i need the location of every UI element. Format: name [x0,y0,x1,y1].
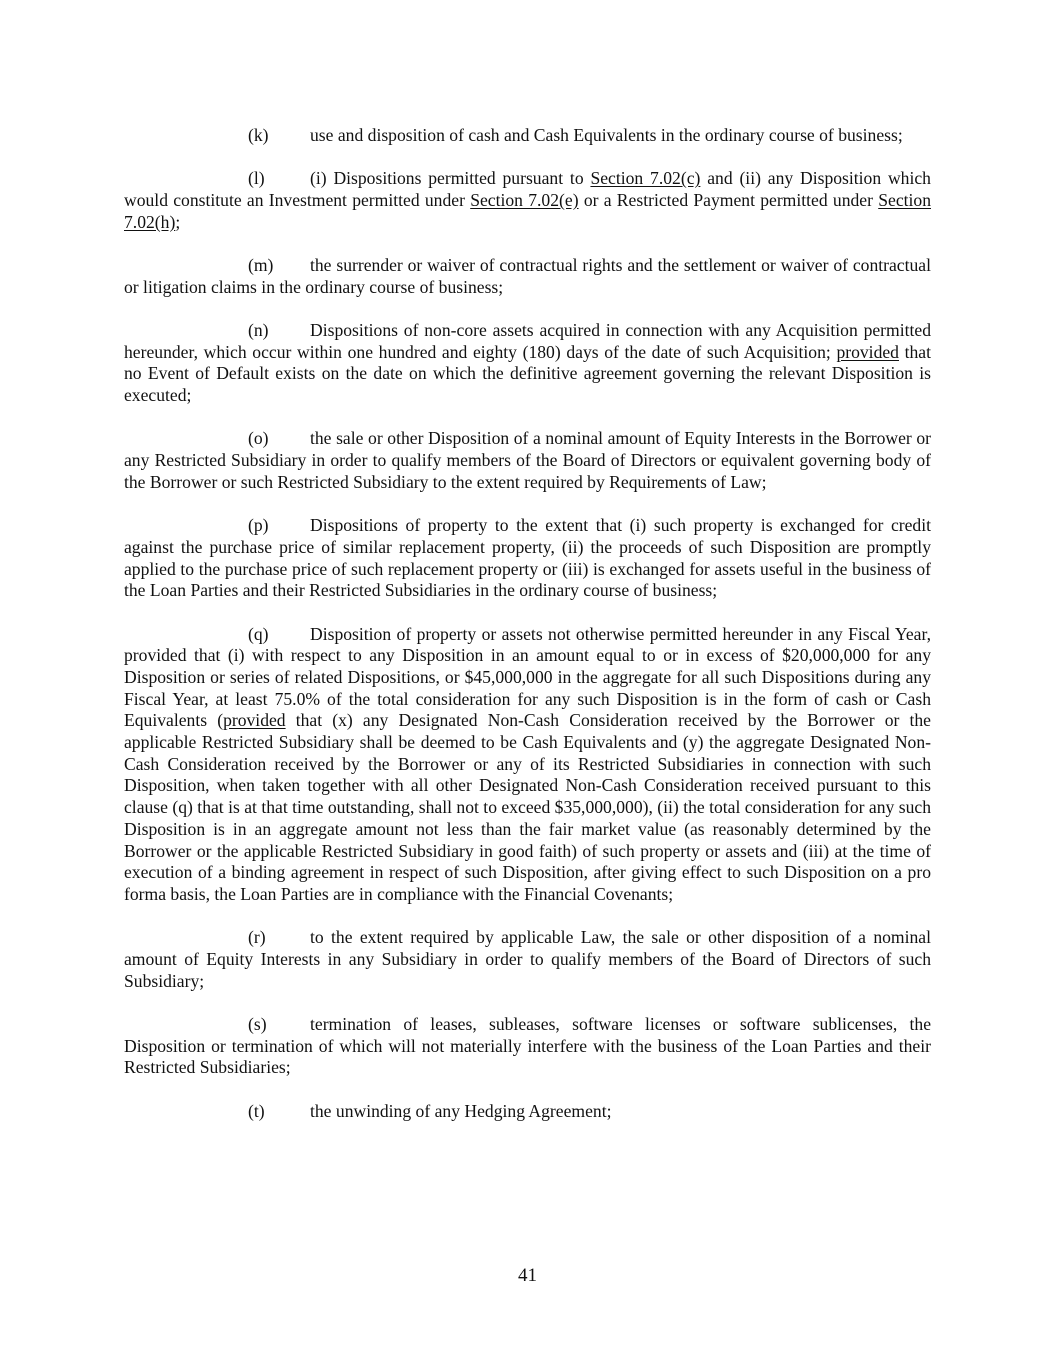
clause-label: (q) [248,623,269,644]
page-number: 41 [518,1265,537,1286]
clause-text: the unwinding of any Hedging Agreement; [310,1100,612,1121]
clause-text: and (ii) any Disposition which would constitute an Investment permitted under [124,168,931,210]
clause-text: Dispositions of non-core assets acquired in connection with any Acquisition permitted hereunder, which occur within one hundred and eighty (180) days of the date of such Acquisition; [124,320,931,362]
section-reference: Section 7.02(e) [470,190,579,210]
clause-text: that no Event of Default exists on the date on which the definitive agreement governing the relevant Disposition is executed; [124,341,932,406]
clause-s [124,1014,931,1079]
clause-text: the sale or other Disposition of a nominal amount of Equity Interests in the Borrower or any Restricted Subsidiary in order to qualify members of the Board of Directors or equivalent governing body of the Borrower or such Restricted Subsidiary to the extent required by Requirements of Law; [124,428,931,492]
clause-q [124,624,931,906]
clause-label: (p) [248,515,269,536]
clause-text: Disposition of property or assets not otherwise permitted hereunder in any Fiscal Year, provided that (i) with respect to any Disposition in an amount equal to or in excess of $20,000,000 for any Disposition or series of related Dispositions, or $45,000,000 in the aggregate for all such Dispositions during any Fiscal Year, at least 75.0% of the total consideration for any such Disposition is in the form of cash or Cash Equivalents ( [124,623,931,731]
clause-text: (i) Dispositions permitted pursuant to [310,168,591,189]
clause-label: (s) [248,1013,267,1034]
clause-label: (o) [248,428,269,449]
section-reference: Section 7.02(h) [124,190,931,232]
clause-text: Dispositions of property to the extent that (i) such property is exchanged for credit against the purchase price of similar replacement property, (ii) the proceeds of such Disposition are promptly applied to the purchase price of such replacement property or (iii) is exchanged for assets useful in the business of the Loan Parties and their Restricted Subsidiaries in the ordinary course of business; [124,515,931,601]
clause-text: the surrender or waiver of contractual rights and the settlement or waiver of contractual or litigation claims in the ordinary course of business; [124,255,931,297]
clause-text: that (x) any Designated Non-Cash Consideration received by the Borrower or the applicable Restricted Subsidiary shall be deemed to be Cash Equivalents and (y) the aggregate Designated Non-Cash Consideration received by the Borrower or any of its Restricted Subsidiaries in connection with such Disposition, when taken together with all other Designated Non-Cash Consideration received pursuant to this clause (q) that is at that time outstanding, shall not to exceed $35,000,000), (ii) the total consideration for any such Disposition is in an aggregate amount not less than the fair market value (as reasonably determined by the Borrower or the applicable Restricted Subsidiary in good faith) of such property or assets and (iii) at the time of execution of a binding agreement in respect of such Disposition, after giving effect to such Disposition on a pro forma basis, the Loan Parties are in compliance with the Financial Covenants; [124,710,931,904]
clause-label: (l) [248,168,265,189]
clause-r [124,927,931,992]
clause-o [124,428,931,493]
provided-term: provided [836,341,899,362]
clause-text: use and disposition of cash and Cash Equivalents in the ordinary course of business; [310,125,903,145]
clause-label: (k) [248,125,269,145]
document-body [124,125,931,1144]
clause-p [124,515,931,602]
clause-m [124,255,931,298]
clause-label: (r) [248,927,266,948]
provided-term: provided [223,710,286,731]
clause-n [124,320,931,407]
clause-t [124,1101,931,1123]
clause-label: (n) [248,320,269,340]
clause-text: or a Restricted Payment permitted under [578,190,879,210]
clause-k [124,125,931,147]
clause-text: termination of leases, subleases, software licenses or software sublicenses, the Disposition or termination of which will not materially interfere with the business of the Loan Parties and their Restricted Subsidiaries; [124,1013,931,1078]
clause-l [124,168,931,233]
clause-text: to the extent required by applicable Law, the sale or other disposition of a nominal amount of Equity Interests in any Subsidiary in order to qualify members of the Board of Directors of such Subsidiary; [124,927,931,991]
clause-label: (t) [248,1100,265,1121]
clause-text: ; [175,211,181,232]
clause-label: (m) [248,255,274,275]
section-reference: Section 7.02(c) [590,168,701,189]
